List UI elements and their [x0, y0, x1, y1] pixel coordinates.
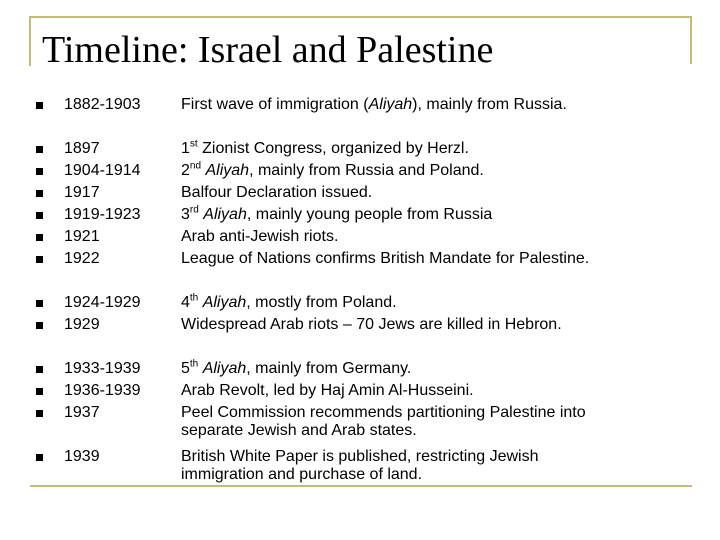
timeline-row — [36, 96, 686, 140]
timeline-event: 2nd Aliyah, mainly from Russia and Poland. — [181, 160, 484, 179]
square-bullet-icon — [36, 366, 43, 373]
square-bullet-icon — [36, 102, 43, 109]
frame-top-rule — [30, 16, 692, 18]
square-bullet-icon — [36, 190, 43, 197]
timeline-year: 1917 — [64, 184, 100, 201]
square-bullet-icon — [36, 454, 43, 461]
timeline-row — [36, 404, 686, 448]
timeline-year: 1933-1939 — [64, 360, 141, 377]
timeline-event: First wave of immigration (Aliyah), mainly from Russia. — [181, 96, 567, 113]
timeline-event: Arab Revolt, led by Haj Amin Al-Husseini. — [181, 382, 474, 399]
square-bullet-icon — [36, 300, 43, 307]
timeline-year: 1924-1929 — [64, 294, 141, 311]
square-bullet-icon — [36, 410, 43, 417]
timeline-row — [36, 316, 686, 360]
timeline-row — [36, 228, 686, 250]
timeline-year: 1921 — [64, 228, 100, 245]
timeline-event: 4th Aliyah, mostly from Poland. — [181, 292, 397, 311]
bottom-rule — [30, 485, 692, 487]
square-bullet-icon — [36, 388, 43, 395]
square-bullet-icon — [36, 234, 43, 241]
timeline-year: 1919-1923 — [64, 206, 141, 223]
timeline-year: 1897 — [64, 140, 100, 157]
timeline-row — [36, 140, 686, 162]
timeline-event: 3rd Aliyah, mainly young people from Russia — [181, 204, 493, 223]
timeline-year: 1929 — [64, 316, 100, 333]
square-bullet-icon — [36, 256, 43, 263]
timeline-list — [36, 96, 686, 488]
timeline-year: 1922 — [64, 250, 100, 267]
slide-title: Timeline: Israel and Palestine — [42, 29, 494, 71]
timeline-row — [36, 448, 686, 488]
frame-right-rule — [690, 16, 692, 64]
square-bullet-icon — [36, 322, 43, 329]
timeline-event: Widespread Arab riots – 70 Jews are killed in Hebron. — [181, 316, 562, 333]
square-bullet-icon — [36, 168, 43, 175]
timeline-year: 1939 — [64, 448, 100, 465]
timeline-event: 1st Zionist Congress, organized by Herzl. — [181, 138, 469, 157]
timeline-event: 5th Aliyah, mainly from Germany. — [181, 358, 412, 377]
timeline-row — [36, 382, 686, 404]
timeline-year: 1882-1903 — [64, 96, 141, 113]
square-bullet-icon — [36, 212, 43, 219]
timeline-row — [36, 294, 686, 316]
timeline-event: Arab anti-Jewish riots. — [181, 228, 339, 245]
frame-left-rule — [29, 16, 31, 66]
timeline-event: League of Nations confirms British Mandate for Palestine. — [181, 250, 590, 267]
timeline-event: Peel Commission recommends partitioning Palestine into separate Jewish and Arab states. — [181, 404, 586, 439]
timeline-year: 1936-1939 — [64, 382, 141, 399]
timeline-row — [36, 184, 686, 206]
timeline-year: 1904-1914 — [64, 162, 141, 179]
square-bullet-icon — [36, 146, 43, 153]
timeline-event: British White Paper is published, restricting Jewish immigration and purchase of land. — [181, 448, 539, 483]
timeline-row — [36, 162, 686, 184]
timeline-year: 1937 — [64, 404, 100, 421]
timeline-row — [36, 250, 686, 294]
timeline-row — [36, 360, 686, 382]
timeline-row — [36, 206, 686, 228]
timeline-event: Balfour Declaration issued. — [181, 184, 373, 201]
